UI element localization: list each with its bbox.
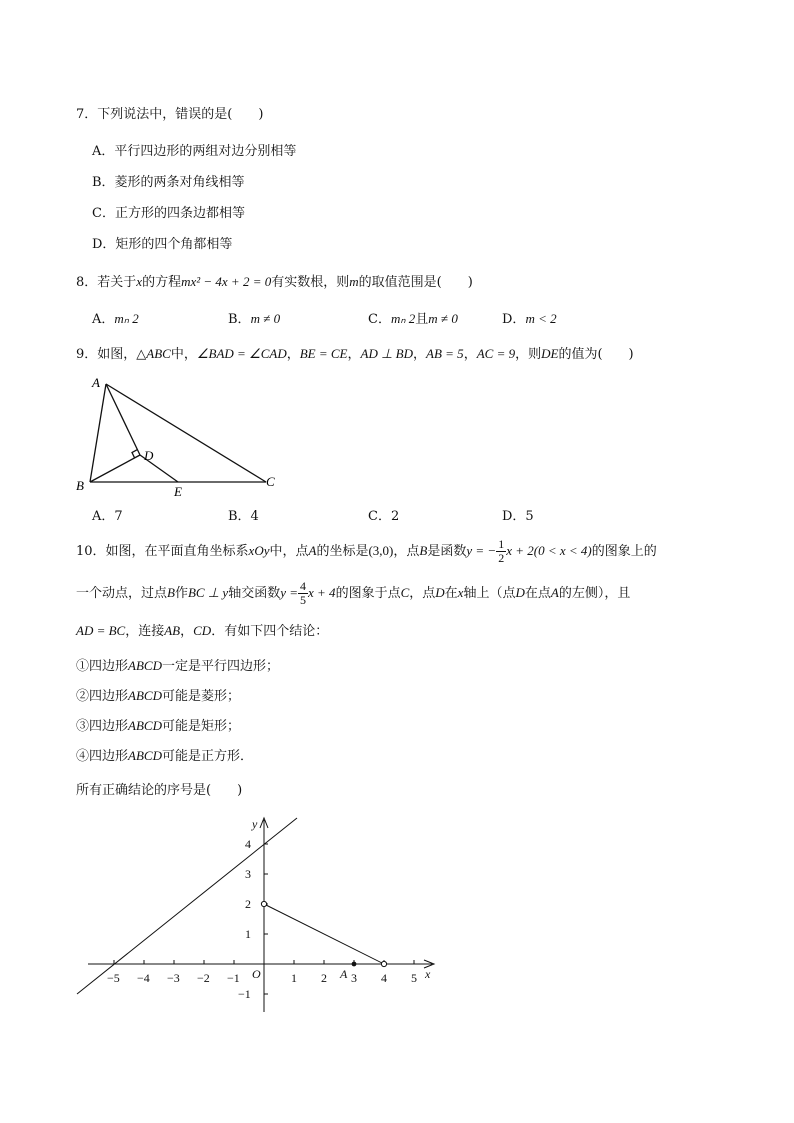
x-tick-label: −4: [137, 971, 150, 985]
q10-conclusion-2: ②四边形ABCD可能是菱形；: [76, 688, 240, 704]
q9-option-a: A．7: [92, 509, 123, 524]
q8-option-a: A．mₙ 2: [92, 311, 139, 327]
label-d: D: [144, 448, 154, 463]
x-axis-label: x: [425, 967, 431, 981]
label-a: A: [92, 375, 100, 390]
origin-label: O: [252, 967, 261, 981]
q7-option-b: B．菱形的两条对角线相等: [92, 175, 245, 190]
x-tick-label: −1: [227, 971, 240, 985]
q10-stem-line3: AD = BC，连接AB，CD．有如下四个结论：: [76, 623, 329, 639]
segment-ab: [90, 384, 106, 482]
q10-conclusion-3: ③四边形ABCD可能是矩形；: [76, 718, 240, 734]
x-tick-label: 1: [291, 971, 297, 985]
segment-y-minus-half-x-plus-2: [264, 904, 384, 964]
q8-stem: 8．若关于x的方程mx² − 4x + 2 = 0有实数根，则m的取值范围是( ): [76, 274, 473, 290]
y-tick-label: −1: [238, 987, 251, 1001]
q10-conclusion-1: ①四边形ABCD一定是平行四边形；: [76, 658, 279, 674]
point-a: [352, 962, 357, 967]
open-point-0-2: [261, 901, 266, 906]
q9-option-c: C．2: [368, 509, 400, 524]
q8-option-b: B．m ≠ 0: [228, 311, 281, 327]
x-tick-label: 4: [381, 971, 387, 985]
y-tick-label: 3: [245, 867, 251, 881]
q10-stem-line2: 一个动点，过点B作BC ⊥ y轴交函数y = $\frac{4}{5}$ x + 4的图象于点C，点D在x轴上（点D在点A的左侧），且: [76, 579, 631, 607]
q7-option-d: D．矩形的四个角都相等: [92, 237, 233, 252]
label-b: B: [76, 478, 84, 493]
segment-bd: [90, 455, 140, 482]
q7-stem: 7．下列说法中，错误的是( ): [76, 107, 264, 122]
q9-option-d: D．5: [502, 509, 534, 524]
x-tick-label: −3: [167, 971, 180, 985]
q9-stem: 9．如图，△ABC中，∠BAD = ∠CAD，BE = CE，AD ⊥ BD，AB = 5，AC = 9，则DE的值为( ): [76, 346, 634, 362]
x-tick-label: −5: [107, 971, 120, 985]
y-tick-label: 1: [245, 927, 251, 941]
x-tick-label: 2: [321, 971, 327, 985]
q9-triangle-figure: [70, 372, 290, 502]
y-tick-label: 4: [245, 837, 251, 851]
q8-option-c: C．mₙ 2且m ≠ 0: [368, 311, 458, 327]
y-tick-label: 2: [245, 897, 251, 911]
q7-option-a: A．平行四边形的两组对边分别相等: [92, 144, 297, 159]
x-tick-label: 3: [351, 971, 357, 985]
q7-option-c: C．正方形的四条边都相等: [92, 206, 245, 221]
label-e: E: [174, 484, 182, 499]
q8-option-d: D．m < 2: [502, 311, 557, 327]
q10-stem-line1: 10．如图，在平面直角坐标系xOy中，点A的坐标是(3,0)，点B是函数y = − $\frac{1}{2}$ x + 2(0 < x < 4)的图象上的: [76, 537, 657, 565]
fraction-one-half: $\frac{1}{2}$: [498, 537, 505, 565]
q10-ask: 所有正确结论的序号是( ): [76, 783, 243, 798]
q10-conclusion-4: ④四边形ABCD可能是正方形．: [76, 748, 253, 764]
label-c: C: [266, 474, 275, 489]
fraction-four-fifths: $\frac{4}{5}$: [300, 579, 307, 607]
x-tick-label: −2: [197, 971, 210, 985]
open-point-4-0: [381, 961, 386, 966]
y-axis-label: y: [252, 817, 258, 831]
q10-coordinate-graph: [70, 810, 450, 1020]
q8-equation: mx² − 4x + 2 = 0: [181, 274, 272, 289]
q9-option-b: B．4: [228, 509, 259, 524]
point-a-label: A: [340, 967, 348, 981]
x-tick-label: 5: [411, 971, 417, 985]
